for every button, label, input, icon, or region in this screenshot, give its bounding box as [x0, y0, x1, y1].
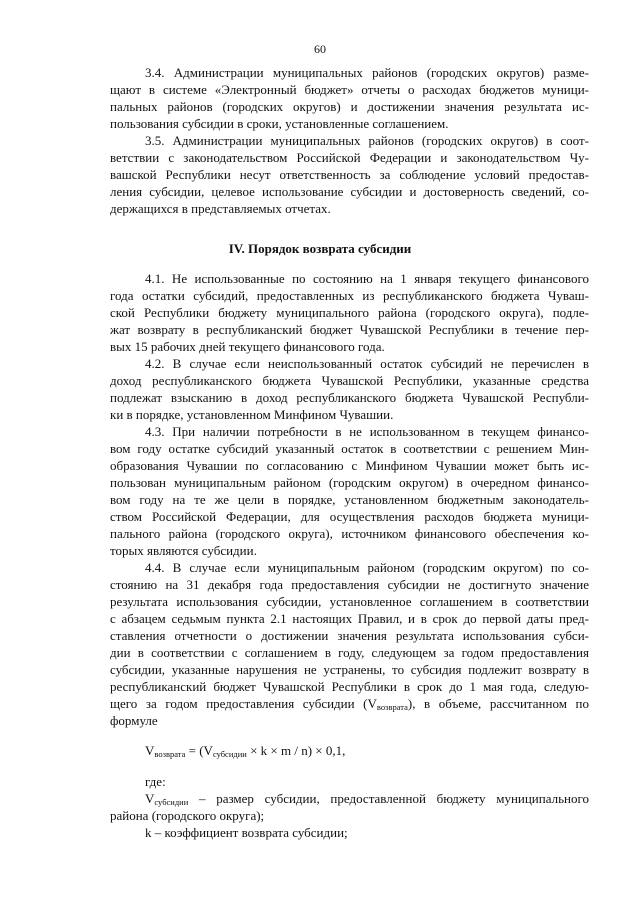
text-line: k – коэффициент возврата субсидии; — [145, 825, 348, 840]
formula — [145, 742, 345, 759]
text-line: вашской Республики несут ответственность за соблюдение условий предостав- — [110, 167, 589, 182]
text-line: доход республиканского бюджета Чувашской Республики, указанные средства — [110, 373, 589, 388]
text-fragment: щего за годом предоставления субсидии (V — [110, 696, 377, 711]
formula-part: V — [145, 743, 155, 758]
text-line: 4.3. При наличии потребности в не использованном в текущем финансо- — [145, 424, 589, 439]
text-line: пользован муниципальным районом (городским округом) в очередном финансо- — [110, 475, 589, 490]
text-line: ставления отчетности о достижении значения результата использования субси- — [110, 628, 589, 643]
text-line: республиканский бюджет Чувашской Республики в срок до 1 мая года, следую- — [110, 679, 589, 694]
text-line: ством Российской Федерации, для осуществления расходов бюджета муници- — [110, 509, 589, 524]
text-line — [145, 790, 589, 807]
text-line: с абзацем седьмым пункта 2.1 настоящих Правил, и в срок до первой даты пред- — [110, 611, 589, 626]
formula-subscript: возврата — [154, 749, 186, 759]
text-line: ветствии с законодательством Российской Федерации и законодательством Чу- — [110, 150, 589, 165]
text-line: года остатки субсидий, предоставленных из республиканского бюджета Чуваш- — [110, 288, 589, 303]
text-line: где: — [145, 774, 166, 789]
subscript: субсидии — [154, 797, 189, 807]
text-line: 3.4. Администрации муниципальных районов (городских округов) разме- — [145, 65, 589, 80]
text-line: жат возврату в республиканский бюджет Чувашской Республики в течение пер- — [110, 322, 589, 337]
text-line: вом году остатке субсидий указанный остаток в соответствии с решением Мин- — [110, 441, 589, 456]
page-number: 60 — [314, 42, 326, 56]
text-line: района (городского округа); — [110, 808, 265, 823]
text-line: вом году на те же цели в порядке, установленном бюджетным законодатель- — [110, 492, 589, 507]
text-line: пользования субсидии в сроки, установленные соглашением. — [110, 116, 449, 131]
text-line: щают в системе «Электронный бюджет» отчеты о расходах бюджетов муници- — [110, 82, 589, 97]
text-line: торых являются субсидии. — [110, 543, 257, 558]
text-line: результата использования субсидии, установленное соглашением в соответствии — [110, 594, 589, 609]
text-fragment: V — [145, 791, 155, 806]
text-line: образования Чувашии по согласованию с Минфином Чувашии может быть ис- — [110, 458, 589, 473]
text-line: 4.1. Не использованные по состоянию на 1 января текущего финансового — [145, 271, 589, 286]
text-line: ской Республики бюджету муниципального района (городского округа), подле- — [110, 305, 589, 320]
text-line: формуле — [110, 713, 158, 728]
text-fragment: – размер субсидии, предоставленной бюджету муниципального — [188, 791, 589, 806]
section-heading: IV. Порядок возврата субсидии — [228, 241, 412, 256]
text-line: ки в порядке, установленном Минфином Чувашии. — [110, 407, 394, 422]
formula-part: = (V — [185, 743, 213, 758]
text-fragment: ), в объеме, рассчитанном по — [407, 696, 589, 711]
text-line: держащихся в представляемых отчетах. — [110, 201, 331, 216]
text-line: субсидии, указанные нарушения не устранены, то субсидия подлежит возврату в — [110, 662, 589, 677]
text-line: 4.2. В случае если неиспользованный остаток субсидий не перечислен в — [145, 356, 589, 371]
text-line: ления субсидии, целевое использование субсидии и достоверность сведений, со- — [110, 184, 589, 199]
text-line: подлежат взысканию в доход республиканского бюджета Чувашской Республи- — [110, 390, 589, 405]
subscript: возврата — [376, 702, 408, 712]
formula-part: × k × m / n) × 0,1, — [246, 743, 346, 758]
text-line: пальных районов (городских округов) и достижении значения результата ис- — [110, 99, 589, 114]
text-line — [110, 695, 589, 712]
text-line: вых 15 рабочих дней текущего финансового года. — [110, 339, 385, 354]
text-line: 4.4. В случае если муниципальным районом (городским округом) по со- — [145, 560, 589, 575]
text-line: пального района (городского округа), источником финансового обеспечения ко- — [110, 526, 589, 541]
text-line: стоянию на 31 декабря года предоставления субсидии не достигнуто значение — [110, 577, 589, 592]
formula-subscript: субсидии — [212, 749, 247, 759]
text-line: дии в соответствии с соглашением в году, следующем за годом предоставления — [110, 645, 589, 660]
text-line: 3.5. Администрации муниципальных районов (городских округов) в соот- — [145, 133, 589, 148]
